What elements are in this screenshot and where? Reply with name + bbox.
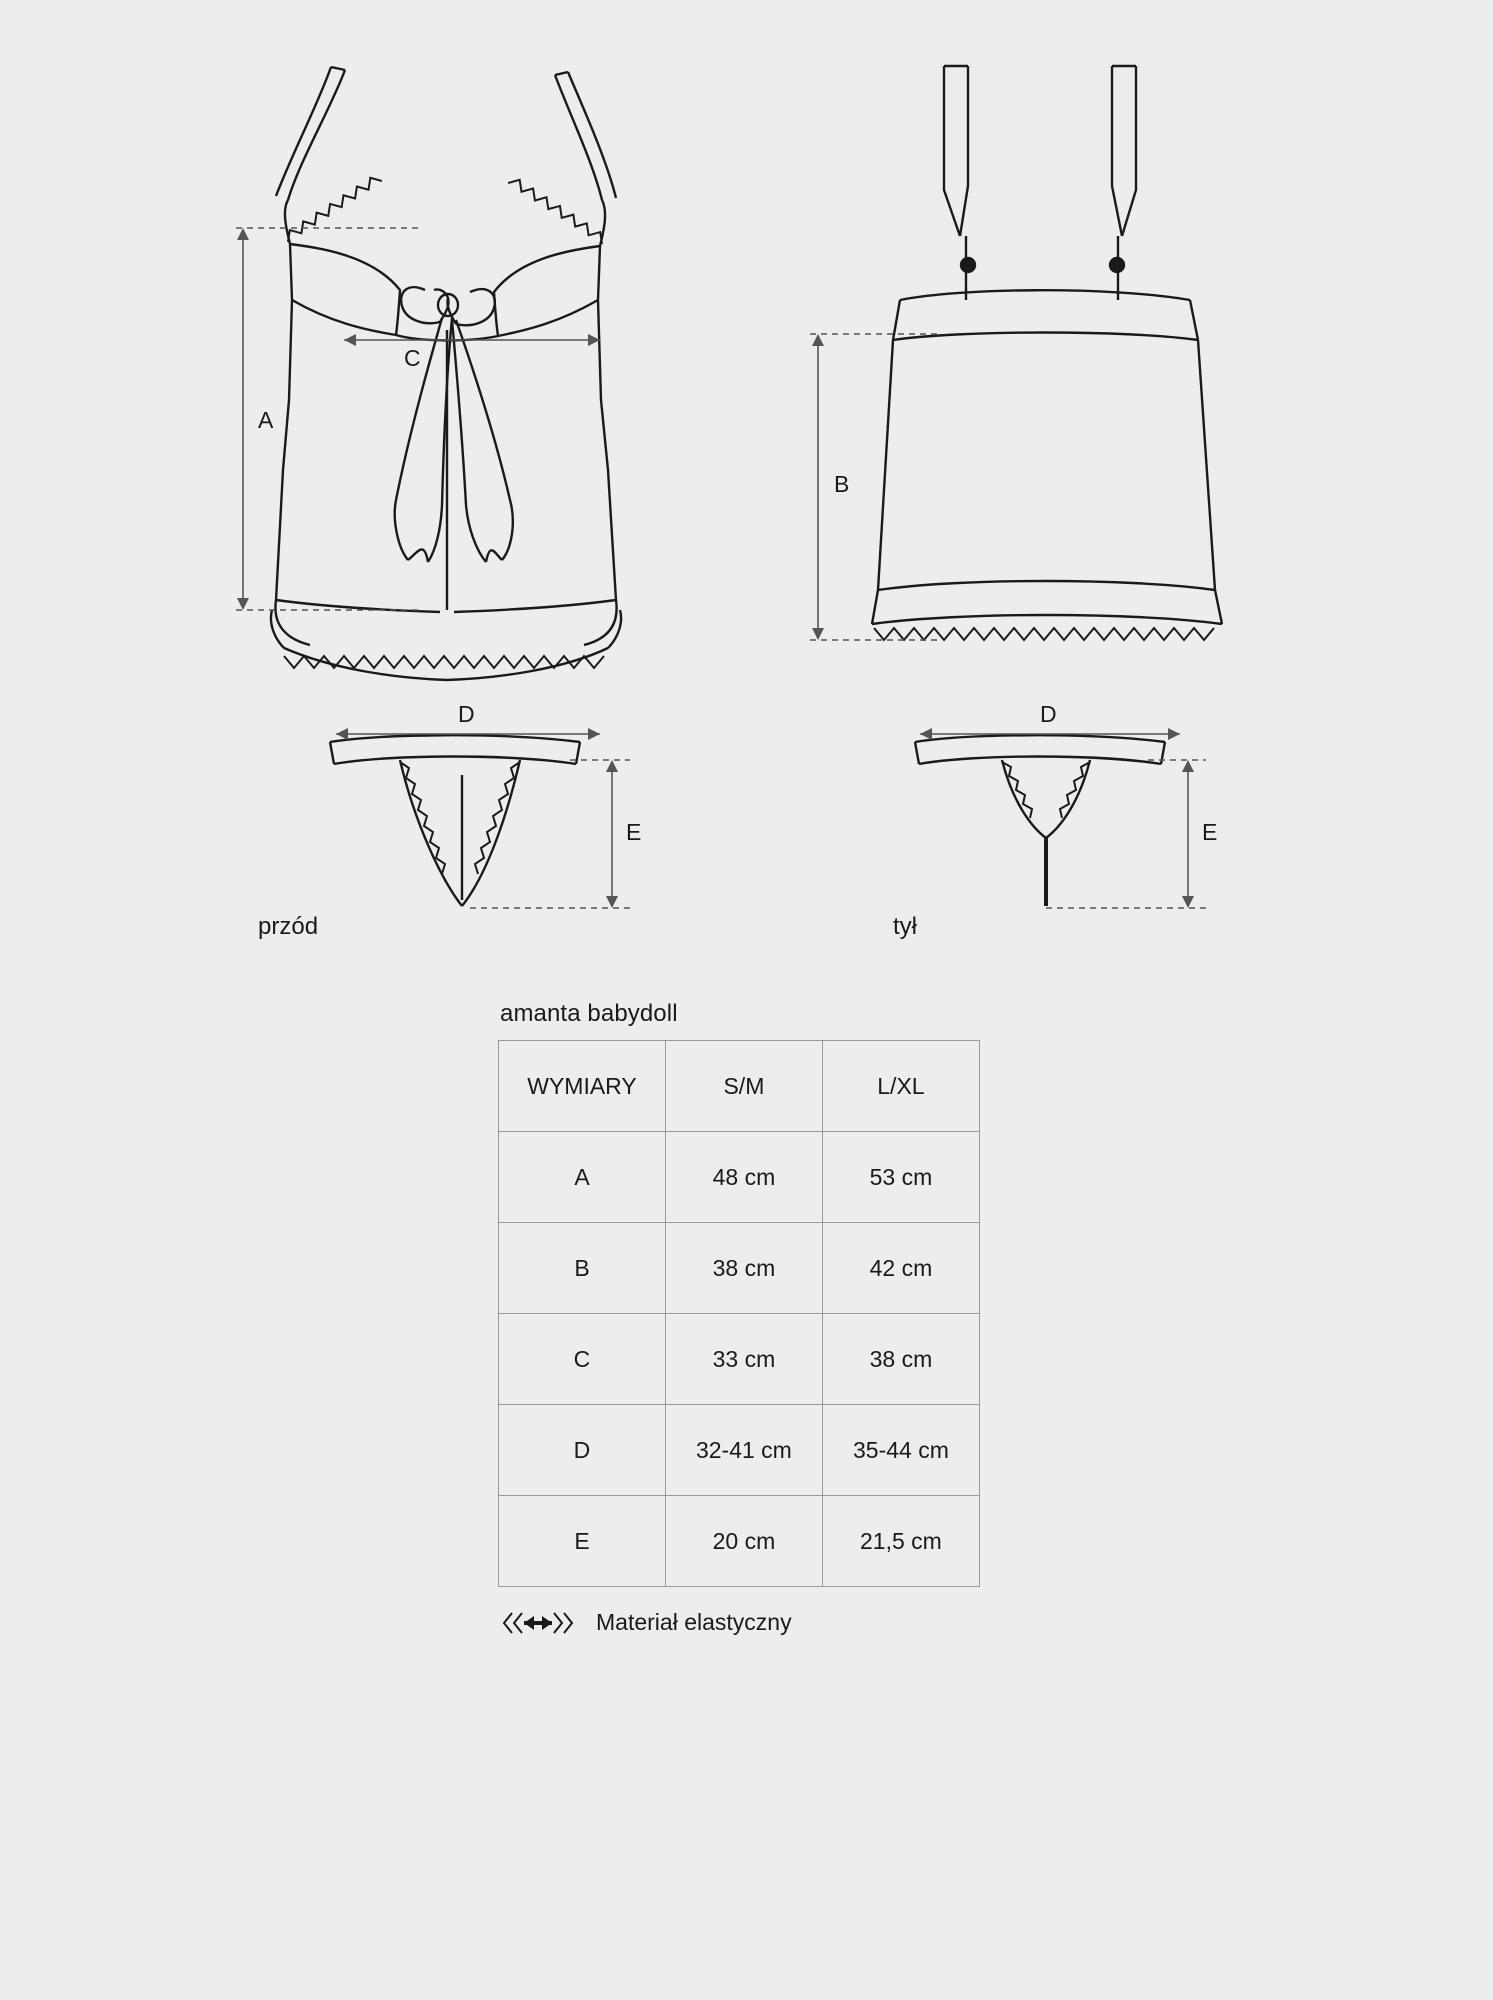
thong-front-illustration [330, 735, 580, 906]
dimension-label-a: A [258, 407, 274, 433]
row-d-lxl: 35-44 cm [822, 1405, 979, 1496]
babydoll-back-illustration [872, 66, 1222, 624]
row-label-b: B [499, 1223, 666, 1314]
thong-back-illustration [915, 735, 1165, 906]
dimension-b [810, 334, 940, 640]
row-c-sm: 33 cm [665, 1314, 822, 1405]
dimension-label-b: B [834, 471, 850, 497]
elastic-material-label: Materiał elastyczny [596, 1609, 792, 1635]
row-c-lxl: 38 cm [822, 1314, 979, 1405]
view-label-front: przód [258, 913, 319, 940]
elastic-material-note [502, 1609, 998, 1636]
size-table-block [498, 1000, 998, 1636]
row-label-e: E [499, 1496, 666, 1587]
back-lace-edges [874, 628, 1214, 640]
table-row [499, 1132, 980, 1223]
table-row [499, 1314, 980, 1405]
product-title: amanta babydoll [500, 1000, 678, 1027]
dimension-label-e-front: E [626, 819, 642, 845]
dimension-e-back [1046, 760, 1206, 908]
dimension-e-front [470, 760, 630, 908]
row-b-sm: 38 cm [665, 1223, 822, 1314]
row-b-lxl: 42 cm [822, 1223, 979, 1314]
view-label-back: tył [893, 913, 917, 940]
thong-back-lace-edges [1002, 762, 1090, 818]
row-label-d: D [499, 1405, 666, 1496]
table-row [499, 1405, 980, 1496]
dimension-c [344, 334, 600, 346]
table-header-lxl: L/XL [822, 1041, 979, 1132]
size-table [498, 1040, 980, 1587]
dimension-label-d-back: D [1040, 701, 1057, 727]
row-label-a: A [499, 1132, 666, 1223]
table-header-dimensions: WYMIARY [499, 1041, 666, 1132]
double-arrow-elastic-icon [502, 1610, 574, 1636]
row-a-sm: 48 cm [665, 1132, 822, 1223]
dimension-label-e-back: E [1202, 819, 1218, 845]
table-row [499, 1223, 980, 1314]
dimension-label-c: C [404, 345, 421, 371]
row-label-c: C [499, 1314, 666, 1405]
table-header-sm: S/M [665, 1041, 822, 1132]
garment-diagram-area [0, 0, 1493, 980]
row-e-lxl: 21,5 cm [822, 1496, 979, 1587]
row-e-sm: 20 cm [665, 1496, 822, 1587]
row-d-sm: 32-41 cm [665, 1405, 822, 1496]
table-header-row [499, 1041, 980, 1132]
dimension-label-d-front: D [458, 701, 475, 727]
row-a-lxl: 53 cm [822, 1132, 979, 1223]
table-row [499, 1496, 980, 1587]
babydoll-front-illustration [271, 67, 621, 680]
